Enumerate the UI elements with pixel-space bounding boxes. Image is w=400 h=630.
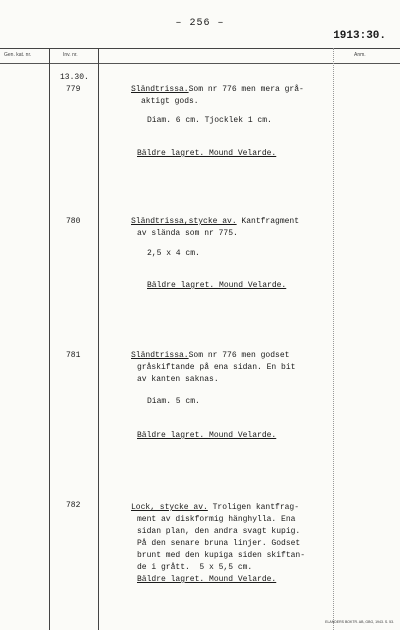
header-gen-kat: Gen. kat. nr. <box>4 52 32 58</box>
entry-line: Troligen kantfrag- <box>207 503 300 512</box>
entry-number: 782 <box>66 501 81 510</box>
entry-line: ment av diskformig hänghylla. Ena <box>137 515 296 524</box>
catalog-number: 1913:30. <box>333 30 386 42</box>
entry-line: Diam. 5 cm. <box>147 397 200 406</box>
entry-line: Diam. 6 cm. Tjocklek 1 cm. <box>147 116 272 125</box>
entry-text <box>131 350 289 362</box>
header-rule-top <box>0 48 400 49</box>
printer-footer: ELANDERS BOKTR. AB, GBG, 1943. S. 53. <box>325 620 394 624</box>
entry-line: Bäldre lagret. Mound Velarde. <box>147 281 287 290</box>
entry-title: Sländtrissa. <box>131 351 189 360</box>
first-catalog-label: 13.30. <box>60 73 89 82</box>
entry-line: Kantfragment <box>236 217 300 226</box>
entry-line: På den senare bruna linjer. Godset <box>137 539 301 548</box>
entry-line: de i grått. 5 x 5,5 cm. <box>137 563 253 572</box>
entry-line: gråskiftande på ena sidan. En bit <box>137 363 296 372</box>
entry-text <box>131 502 299 514</box>
entry-line: aktigt gods. <box>141 97 199 106</box>
entry-line: Som nr 776 men mera grå- <box>188 85 304 94</box>
entry-line: sidan plan, den andra svagt kupig. <box>137 527 301 536</box>
entry-line: Bäldre lagret. Mound Velarde. <box>137 575 277 584</box>
header-rule-bottom <box>0 63 400 64</box>
entry-line: av kanten saknas. <box>137 375 219 384</box>
entry-line: brunt med den kupiga siden skiftan- <box>137 551 306 560</box>
entry-number: 779 <box>66 85 81 94</box>
entry-line: Bäldre lagret. Mound Velarde. <box>137 149 277 158</box>
entry-number: 781 <box>66 351 81 360</box>
page-number: – 256 – <box>175 18 225 29</box>
column-rule-1 <box>49 48 50 630</box>
header-anm: Anm. <box>354 52 366 58</box>
entry-text <box>131 84 304 96</box>
entry-line: Bäldre lagret. Mound Velarde. <box>137 431 277 440</box>
entry-text <box>131 216 299 228</box>
entry-title: Sländtrissa,stycke av. <box>131 217 237 226</box>
column-rule-2 <box>98 48 99 630</box>
entry-title: Sländtrissa. <box>131 85 189 94</box>
entry-line: 2,5 x 4 cm. <box>147 249 200 258</box>
entry-title: Lock, stycke av. <box>131 503 208 512</box>
entry-line: av slända som nr 775. <box>137 229 238 238</box>
entry-number: 780 <box>66 217 81 226</box>
column-rule-3 <box>333 48 334 630</box>
entry-line: Som nr 776 men godset <box>188 351 290 360</box>
header-inv: Inv. nr. <box>63 52 78 58</box>
